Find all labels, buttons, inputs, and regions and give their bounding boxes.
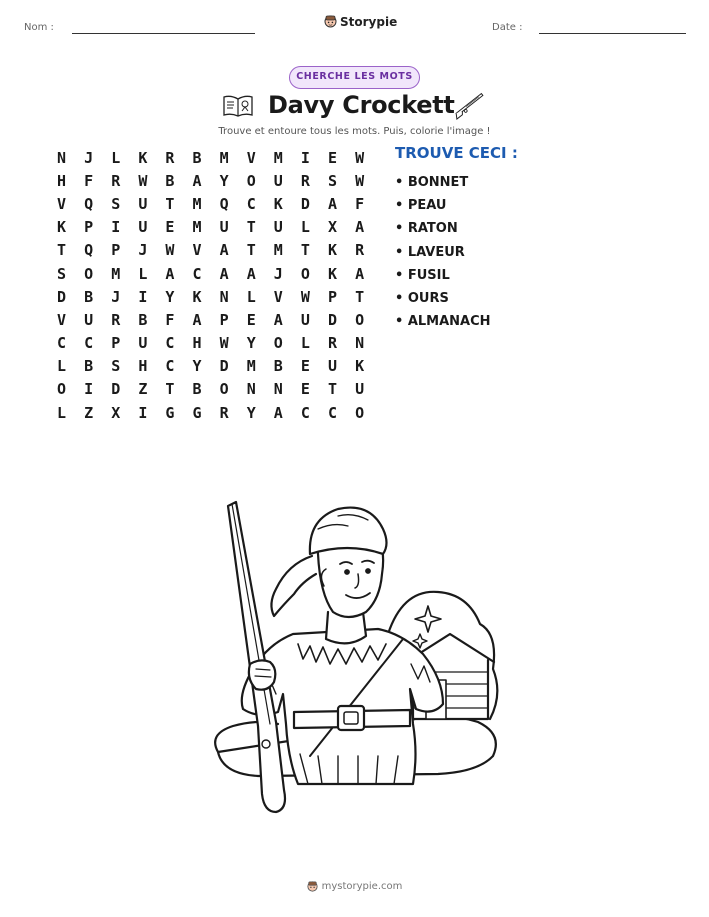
- grid-letter[interactable]: M: [273, 241, 283, 260]
- grid-letter[interactable]: N: [57, 148, 67, 167]
- date-label: Date :: [492, 22, 523, 33]
- name-line[interactable]: [72, 33, 255, 34]
- grid-row: [48, 169, 373, 192]
- grid-letter[interactable]: J: [111, 287, 121, 306]
- title-row: [0, 90, 709, 124]
- grid-row: [48, 146, 373, 169]
- word-search-grid: [48, 146, 373, 424]
- grid-letter[interactable]: C: [300, 403, 310, 422]
- grid-letter[interactable]: A: [355, 264, 365, 283]
- grid-letter[interactable]: B: [138, 310, 148, 329]
- grid-row: [48, 239, 373, 262]
- grid-letter[interactable]: A: [327, 194, 337, 213]
- grid-letter[interactable]: R: [111, 310, 121, 329]
- brand: [324, 14, 397, 29]
- grid-letter[interactable]: T: [355, 287, 365, 306]
- grid-letter[interactable]: H: [57, 171, 67, 190]
- grid-letter[interactable]: I: [111, 218, 121, 237]
- header-bar: [0, 14, 709, 38]
- grid-letter[interactable]: I: [138, 403, 148, 422]
- name-label: Nom :: [24, 22, 54, 33]
- grid-letter[interactable]: E: [300, 380, 310, 399]
- grid-letter[interactable]: J: [138, 241, 148, 260]
- grid-letter[interactable]: R: [355, 241, 365, 260]
- grid-letter[interactable]: R: [165, 148, 175, 167]
- grid-letter[interactable]: O: [57, 380, 67, 399]
- grid-letter[interactable]: B: [84, 357, 94, 376]
- grid-letter[interactable]: B: [273, 357, 283, 376]
- grid-letter[interactable]: U: [327, 357, 337, 376]
- brand-name: Storypie: [340, 14, 398, 29]
- grid-letter[interactable]: C: [327, 403, 337, 422]
- word-item: • RATON: [395, 221, 458, 237]
- grid-letter[interactable]: A: [219, 241, 229, 260]
- grid-letter[interactable]: P: [111, 241, 121, 260]
- grid-letter[interactable]: S: [57, 264, 67, 283]
- grid-letter[interactable]: P: [327, 287, 337, 306]
- book-icon: [222, 94, 254, 118]
- grid-letter[interactable]: U: [355, 380, 365, 399]
- grid-letter[interactable]: D: [300, 194, 310, 213]
- word-item: • ALMANACH: [395, 314, 491, 330]
- grid-letter[interactable]: G: [192, 403, 202, 422]
- grid-letter[interactable]: U: [138, 334, 148, 353]
- grid-letter[interactable]: T: [165, 194, 175, 213]
- footer: [0, 880, 709, 893]
- word-item: • OURS: [395, 290, 449, 306]
- grid-letter[interactable]: Q: [84, 194, 94, 213]
- grid-letter[interactable]: Q: [84, 241, 94, 260]
- grid-row: [48, 355, 373, 378]
- grid-letter[interactable]: M: [192, 218, 202, 237]
- grid-letter[interactable]: Z: [84, 403, 94, 422]
- grid-letter[interactable]: A: [192, 310, 202, 329]
- grid-letter[interactable]: C: [192, 264, 202, 283]
- grid-letter[interactable]: C: [57, 334, 67, 353]
- grid-letter[interactable]: W: [355, 171, 365, 190]
- grid-row: [48, 216, 373, 239]
- grid-letter[interactable]: H: [138, 357, 148, 376]
- davy-crockett-coloring-illustration[interactable]: [198, 494, 508, 819]
- grid-letter[interactable]: N: [273, 380, 283, 399]
- grid-letter[interactable]: C: [165, 334, 175, 353]
- grid-letter[interactable]: Y: [165, 287, 175, 306]
- grid-letter[interactable]: O: [355, 310, 365, 329]
- grid-row: [48, 285, 373, 308]
- grid-letter[interactable]: C: [165, 357, 175, 376]
- grid-letter[interactable]: K: [273, 194, 283, 213]
- grid-letter[interactable]: A: [192, 171, 202, 190]
- grid-letter[interactable]: S: [111, 194, 121, 213]
- grid-letter[interactable]: X: [327, 218, 337, 237]
- word-item: • LAVEUR: [395, 244, 465, 260]
- grid-letter[interactable]: K: [57, 218, 67, 237]
- grid-letter[interactable]: M: [273, 148, 283, 167]
- grid-letter[interactable]: W: [300, 287, 310, 306]
- grid-letter[interactable]: L: [111, 148, 121, 167]
- grid-letter[interactable]: M: [192, 194, 202, 213]
- grid-letter[interactable]: K: [327, 264, 337, 283]
- grid-letter[interactable]: U: [138, 194, 148, 213]
- grid-row: [48, 401, 373, 424]
- grid-letter[interactable]: P: [84, 218, 94, 237]
- grid-letter[interactable]: A: [219, 264, 229, 283]
- grid-letter[interactable]: T: [57, 241, 67, 260]
- date-line[interactable]: [539, 33, 686, 34]
- grid-letter[interactable]: L: [246, 287, 256, 306]
- grid-letter[interactable]: T: [327, 380, 337, 399]
- grid-letter[interactable]: K: [355, 357, 365, 376]
- grid-letter[interactable]: U: [84, 310, 94, 329]
- grid-letter[interactable]: W: [219, 334, 229, 353]
- grid-letter[interactable]: J: [84, 148, 94, 167]
- grid-letter[interactable]: P: [219, 310, 229, 329]
- grid-letter[interactable]: B: [165, 171, 175, 190]
- grid-letter[interactable]: E: [165, 218, 175, 237]
- grid-letter[interactable]: S: [111, 357, 121, 376]
- grid-row: [48, 378, 373, 401]
- grid-letter[interactable]: F: [84, 171, 94, 190]
- grid-letter[interactable]: O: [246, 171, 256, 190]
- grid-letter[interactable]: I: [300, 148, 310, 167]
- grid-letter[interactable]: K: [192, 287, 202, 306]
- page-title: Davy Crockett: [268, 91, 455, 119]
- grid-letter[interactable]: A: [273, 310, 283, 329]
- grid-letter[interactable]: D: [327, 310, 337, 329]
- grid-letter[interactable]: U: [138, 218, 148, 237]
- grid-letter[interactable]: Y: [246, 403, 256, 422]
- grid-letter[interactable]: M: [246, 357, 256, 376]
- grid-letter[interactable]: X: [111, 403, 121, 422]
- grid-letter[interactable]: P: [111, 334, 121, 353]
- grid-letter[interactable]: F: [165, 310, 175, 329]
- grid-letter[interactable]: R: [219, 403, 229, 422]
- word-item: • FUSIL: [395, 267, 450, 283]
- grid-letter[interactable]: E: [327, 148, 337, 167]
- word-item: • PEAU: [395, 198, 447, 214]
- grid-letter[interactable]: K: [327, 241, 337, 260]
- grid-letter[interactable]: U: [273, 171, 283, 190]
- word-list: [395, 144, 518, 333]
- grid-row: [48, 332, 373, 355]
- grid-letter[interactable]: V: [57, 194, 67, 213]
- grid-letter[interactable]: V: [57, 310, 67, 329]
- grid-letter[interactable]: L: [57, 357, 67, 376]
- grid-letter[interactable]: B: [192, 380, 202, 399]
- grid-letter[interactable]: W: [355, 148, 365, 167]
- grid-row: [48, 262, 373, 285]
- storypie-logo-icon: [307, 880, 318, 893]
- grid-letter[interactable]: D: [57, 287, 67, 306]
- grid-letter[interactable]: Y: [219, 171, 229, 190]
- grid-row: [48, 308, 373, 331]
- grid-letter[interactable]: V: [192, 241, 202, 260]
- storypie-logo-icon: [324, 14, 337, 29]
- grid-letter[interactable]: V: [246, 148, 256, 167]
- grid-letter[interactable]: H: [192, 334, 202, 353]
- grid-letter[interactable]: A: [273, 403, 283, 422]
- grid-letter[interactable]: T: [246, 241, 256, 260]
- grid-letter[interactable]: B: [192, 148, 202, 167]
- grid-letter[interactable]: M: [219, 148, 229, 167]
- grid-letter[interactable]: V: [273, 287, 283, 306]
- grid-letter[interactable]: A: [246, 264, 256, 283]
- grid-letter[interactable]: W: [165, 241, 175, 260]
- grid-letter[interactable]: C: [84, 334, 94, 353]
- grid-letter[interactable]: K: [138, 148, 148, 167]
- grid-letter[interactable]: L: [300, 218, 310, 237]
- grid-letter[interactable]: R: [300, 171, 310, 190]
- grid-letter[interactable]: U: [273, 218, 283, 237]
- grid-letter[interactable]: O: [273, 334, 283, 353]
- grid-letter[interactable]: O: [300, 264, 310, 283]
- grid-letter[interactable]: B: [84, 287, 94, 306]
- grid-letter[interactable]: E: [246, 310, 256, 329]
- grid-row: [48, 192, 373, 215]
- grid-letter[interactable]: T: [246, 218, 256, 237]
- grid-letter[interactable]: G: [165, 403, 175, 422]
- grid-letter[interactable]: O: [84, 264, 94, 283]
- grid-letter[interactable]: W: [138, 171, 148, 190]
- grid-letter[interactable]: A: [355, 218, 365, 237]
- grid-letter[interactable]: L: [57, 403, 67, 422]
- grid-letter[interactable]: I: [138, 287, 148, 306]
- grid-letter[interactable]: M: [111, 264, 121, 283]
- grid-letter[interactable]: S: [327, 171, 337, 190]
- grid-letter[interactable]: N: [355, 334, 365, 353]
- grid-letter[interactable]: D: [111, 380, 121, 399]
- word-list-title: TROUVE CECI :: [395, 144, 518, 162]
- grid-letter[interactable]: N: [246, 380, 256, 399]
- grid-letter[interactable]: E: [300, 357, 310, 376]
- grid-letter[interactable]: L: [138, 264, 148, 283]
- grid-letter[interactable]: O: [219, 380, 229, 399]
- instructions-text: Trouve et entoure tous les mots. Puis, colorie l'image !: [218, 126, 491, 137]
- grid-letter[interactable]: A: [165, 264, 175, 283]
- grid-letter[interactable]: J: [273, 264, 283, 283]
- grid-letter[interactable]: F: [355, 194, 365, 213]
- grid-letter[interactable]: L: [300, 334, 310, 353]
- grid-letter[interactable]: U: [219, 218, 229, 237]
- word-item: • BONNET: [395, 175, 469, 190]
- grid-letter[interactable]: N: [219, 287, 229, 306]
- grid-letter[interactable]: U: [300, 310, 310, 329]
- activity-badge: CHERCHE LES MOTS: [289, 66, 420, 89]
- rifle-icon: [452, 90, 488, 120]
- grid-letter[interactable]: T: [165, 380, 175, 399]
- grid-letter[interactable]: Y: [246, 334, 256, 353]
- grid-letter[interactable]: Q: [219, 194, 229, 213]
- grid-letter[interactable]: I: [84, 380, 94, 399]
- grid-letter[interactable]: T: [300, 241, 310, 260]
- grid-letter[interactable]: Z: [138, 380, 148, 399]
- grid-letter[interactable]: C: [246, 194, 256, 213]
- grid-letter[interactable]: R: [327, 334, 337, 353]
- grid-letter[interactable]: R: [111, 171, 121, 190]
- grid-letter[interactable]: O: [355, 403, 365, 422]
- footer-url[interactable]: mystorypie.com: [321, 881, 403, 892]
- grid-letter[interactable]: Y: [192, 357, 202, 376]
- grid-letter[interactable]: D: [219, 357, 229, 376]
